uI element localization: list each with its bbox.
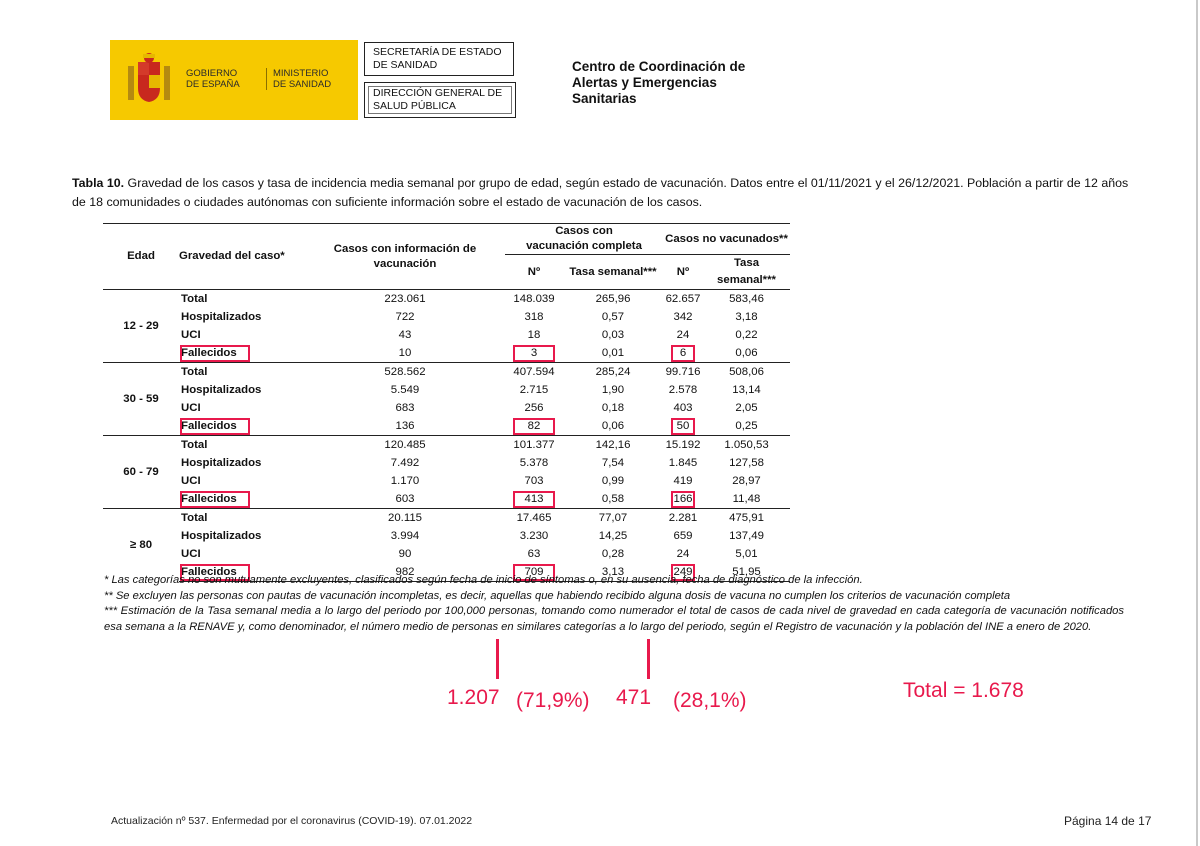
nn-cell: 62.657 <box>663 290 703 309</box>
age-group-cell: 12 - 29 <box>103 290 179 363</box>
info-cell: 223.061 <box>305 290 505 309</box>
table-row <box>103 545 790 563</box>
severity-table <box>103 223 790 582</box>
nn-cell: 419 <box>673 474 693 487</box>
annotation-vac-pct: (71,9%) <box>516 689 590 712</box>
table-row <box>103 326 790 344</box>
info-cell: 90 <box>398 547 412 560</box>
highlight-box: 6 <box>672 346 694 361</box>
vn-cell: 5.378 <box>519 456 549 469</box>
table-caption <box>72 174 1142 212</box>
header-n-novac: Nº <box>663 255 703 290</box>
footnotes <box>104 573 1124 635</box>
g-cell: UCI <box>181 547 201 560</box>
highlight-box: Fallecidos <box>181 346 249 361</box>
nt-cell: 3,18 <box>735 310 758 323</box>
g-cell: Hospitalizados <box>181 310 262 323</box>
ministerio-text: MINISTERIO DE SANIDAD <box>266 68 331 90</box>
nn-cell: 15.192 <box>663 436 703 455</box>
table-row <box>103 344 790 363</box>
vt-cell: 0,06 <box>601 419 625 432</box>
nt-cell: 0,25 <box>735 419 758 432</box>
vn-cell: 3.230 <box>519 529 549 542</box>
table-body <box>103 290 790 582</box>
vt-cell: 0,18 <box>601 401 625 414</box>
direccion-box: DIRECCIÓN GENERAL DE SALUD PÚBLICA <box>364 82 516 118</box>
g-cell: UCI <box>181 401 201 414</box>
gobierno-text: GOBIERNO DE ESPAÑA <box>186 68 240 90</box>
nn-cell <box>663 490 703 509</box>
g-cell: Total <box>179 436 305 455</box>
g-cell: Hospitalizados <box>181 529 262 542</box>
nt-cell: 51,95 <box>703 563 790 582</box>
vn-cell: 17.465 <box>505 509 563 528</box>
table-row <box>103 381 790 399</box>
nt-cell: 1.050,53 <box>703 436 790 455</box>
nt-cell: 137,49 <box>729 529 764 542</box>
nt-cell: 11,48 <box>732 492 761 505</box>
header-vacunados: Casos con vacunación completa <box>505 224 663 255</box>
highlight-box: 166 <box>673 492 693 505</box>
g-cell: Hospitalizados <box>181 456 262 469</box>
nt-cell: 0,06 <box>735 346 758 359</box>
vt-cell: 265,96 <box>563 290 663 309</box>
nt-cell: 0,22 <box>735 328 758 341</box>
info-cell: 7.492 <box>390 456 420 469</box>
footer-update: Actualización nº 537. Enfermedad por el coronavirus (COVID-19). 07.01.2022 <box>111 815 473 827</box>
table-row <box>103 472 790 490</box>
vt-cell: 77,07 <box>563 509 663 528</box>
g-cell: Hospitalizados <box>181 383 262 396</box>
nn-cell <box>663 344 703 363</box>
footnote-2: ** Se excluyen las personas con pautas de vacunación incompletas, es decir, aquellas que habiendo recibido alguna dosis de vacuna no cumplen los criterios de vacunación completa <box>104 589 1011 602</box>
vt-cell: 7,54 <box>601 456 625 469</box>
vt-cell: 3,13 <box>563 563 663 582</box>
info-cell: 20.115 <box>305 509 505 528</box>
table-row <box>103 290 790 309</box>
age-group-cell: 60 - 79 <box>103 436 179 509</box>
vn-cell: 2.715 <box>519 383 549 396</box>
table-row <box>103 490 790 509</box>
vn-cell <box>505 417 563 436</box>
info-cell: 3.994 <box>390 529 420 542</box>
vt-cell: 1,90 <box>601 383 625 396</box>
annotation-line-novac <box>647 639 650 679</box>
g-cell: Total <box>179 509 305 528</box>
highlight-box: Fallecidos <box>181 419 249 434</box>
annotation-vac-total: 1.207 <box>447 686 500 709</box>
table-row <box>103 399 790 417</box>
vn-cell: 63 <box>527 547 541 560</box>
table-row <box>103 308 790 326</box>
header-no-vacunados: Casos no vacunados** <box>663 224 790 255</box>
info-cell: 43 <box>398 328 412 341</box>
highlight-box: Fallecidos <box>181 492 249 507</box>
nn-cell: 1.845 <box>668 456 698 469</box>
g-cell: Total <box>179 290 305 309</box>
vt-cell: 14,25 <box>598 529 628 542</box>
secretaria-box: SECRETARÍA DE ESTADO DE SANIDAD <box>364 42 514 76</box>
info-cell: 5.549 <box>390 383 420 396</box>
header-info: Casos con información de vacunación <box>305 224 505 290</box>
nt-cell: 5,01 <box>735 547 758 560</box>
footnote-1: * Las categorías no son mutuamente excluyentes, clasificados según fecha de inicio de síntomas o, en su ausencia, fecha de diagnóstico de la infección. <box>104 574 863 586</box>
table-row <box>103 509 790 528</box>
footer-page: Página 14 de 17 <box>1064 814 1152 828</box>
g-cell: UCI <box>181 474 201 487</box>
nn-cell: 99.716 <box>663 363 703 382</box>
nn-cell: 2.578 <box>668 383 698 396</box>
annotation-novac-pct: (28,1%) <box>673 689 747 712</box>
nt-cell: 508,06 <box>703 363 790 382</box>
age-group-cell: 30 - 59 <box>103 363 179 436</box>
vt-cell: 285,24 <box>563 363 663 382</box>
info-cell: 603 <box>395 492 415 505</box>
nt-cell: 13,14 <box>732 383 761 396</box>
caption-text: Gravedad de los casos y tasa de incidencia media semanal por grupo de edad, según estado de vacunación. Datos entre el 01/11/2021 y el 26/12/2021. Población a partir de 12 años de 18 comunidades o ciudades autónomas con suficiente información sobre el estado de vacunación de los casos. <box>72 176 1129 209</box>
g-cell <box>179 417 305 436</box>
vn-cell: 256 <box>524 401 544 414</box>
table-row <box>103 417 790 436</box>
header-edad: Edad <box>103 224 179 290</box>
info-cell: 10 <box>398 346 412 359</box>
info-cell: 683 <box>395 401 415 414</box>
annotation-grand-total: Total = 1.678 <box>903 679 1024 702</box>
highlight-box: 50 <box>672 419 694 434</box>
nt-cell: 127,58 <box>729 456 764 469</box>
table-row <box>103 454 790 472</box>
header-tasa-vac: Tasa semanal*** <box>563 255 663 290</box>
footnote-3: *** Estimación de la Tasa semanal media a lo largo del periodo por 100,000 personas, tomando como numerador el total de casos de cada nivel de gravedad en cada categoría de vacunación notificados esa semana a la RENAVE y, como denominador, el número medio de personas en similares categorías a lo largo del periodo, según el Registro de vacunación y la población del INE a enero de 2020. <box>104 605 1124 633</box>
caption-label: Tabla 10. <box>72 176 125 190</box>
nn-cell <box>663 417 703 436</box>
vn-cell: 407.594 <box>505 363 563 382</box>
highlight-box: 709 <box>514 565 554 580</box>
vn-cell: 318 <box>524 310 544 323</box>
info-cell: 528.562 <box>305 363 505 382</box>
highlight-box: Fallecidos <box>181 565 249 580</box>
nt-cell: 475,91 <box>703 509 790 528</box>
highlight-box: 3 <box>514 346 554 361</box>
nt-cell: 2,05 <box>735 401 758 414</box>
nn-cell: 24 <box>676 547 690 560</box>
nn-cell: 24 <box>676 328 690 341</box>
age-group-cell: ≥ 80 <box>103 509 179 582</box>
vt-cell: 0,58 <box>601 492 625 505</box>
ministry-logo <box>110 40 358 120</box>
vt-cell: 0,01 <box>601 346 625 359</box>
nn-cell: 403 <box>673 401 693 414</box>
annotation-line-vac <box>496 639 499 679</box>
highlight-box: 82 <box>514 419 554 434</box>
nt-cell: 28,97 <box>732 474 761 487</box>
info-cell: 120.485 <box>305 436 505 455</box>
info-cell: 1.170 <box>390 474 420 487</box>
coat-of-arms-icon <box>124 52 174 108</box>
vn-cell: 703 <box>524 474 544 487</box>
highlight-box: 249 <box>673 565 693 578</box>
table-row <box>103 363 790 382</box>
vt-cell: 142,16 <box>563 436 663 455</box>
g-cell <box>179 344 305 363</box>
header-tasa-novac: Tasa semanal*** <box>703 255 790 290</box>
table-row <box>103 527 790 545</box>
vt-cell: 0,99 <box>601 474 625 487</box>
nn-cell: 342 <box>673 310 693 323</box>
table-row <box>103 436 790 455</box>
header-n-vac: Nº <box>505 255 563 290</box>
vn-cell <box>505 344 563 363</box>
g-cell: UCI <box>181 328 201 341</box>
vn-cell: 148.039 <box>505 290 563 309</box>
vt-cell: 0,28 <box>601 547 625 560</box>
info-cell: 982 <box>305 563 505 582</box>
g-cell <box>179 490 305 509</box>
header-gravedad: Gravedad del caso* <box>179 224 305 290</box>
vn-cell: 18 <box>527 328 541 341</box>
vn-cell: 101.377 <box>505 436 563 455</box>
vt-cell: 0,03 <box>601 328 625 341</box>
centro-title: Centro de Coordinación de Alertas y Emergencias Sanitarias <box>572 59 746 106</box>
info-cell: 136 <box>395 419 415 432</box>
nn-cell: 659 <box>673 529 693 542</box>
info-cell: 722 <box>395 310 415 323</box>
g-cell: Total <box>179 363 305 382</box>
vn-cell <box>505 490 563 509</box>
vt-cell: 0,57 <box>601 310 625 323</box>
nt-cell: 583,46 <box>703 290 790 309</box>
nn-cell: 2.281 <box>663 509 703 528</box>
highlight-box: 413 <box>514 492 554 507</box>
annotation-novac-total: 471 <box>616 686 652 709</box>
